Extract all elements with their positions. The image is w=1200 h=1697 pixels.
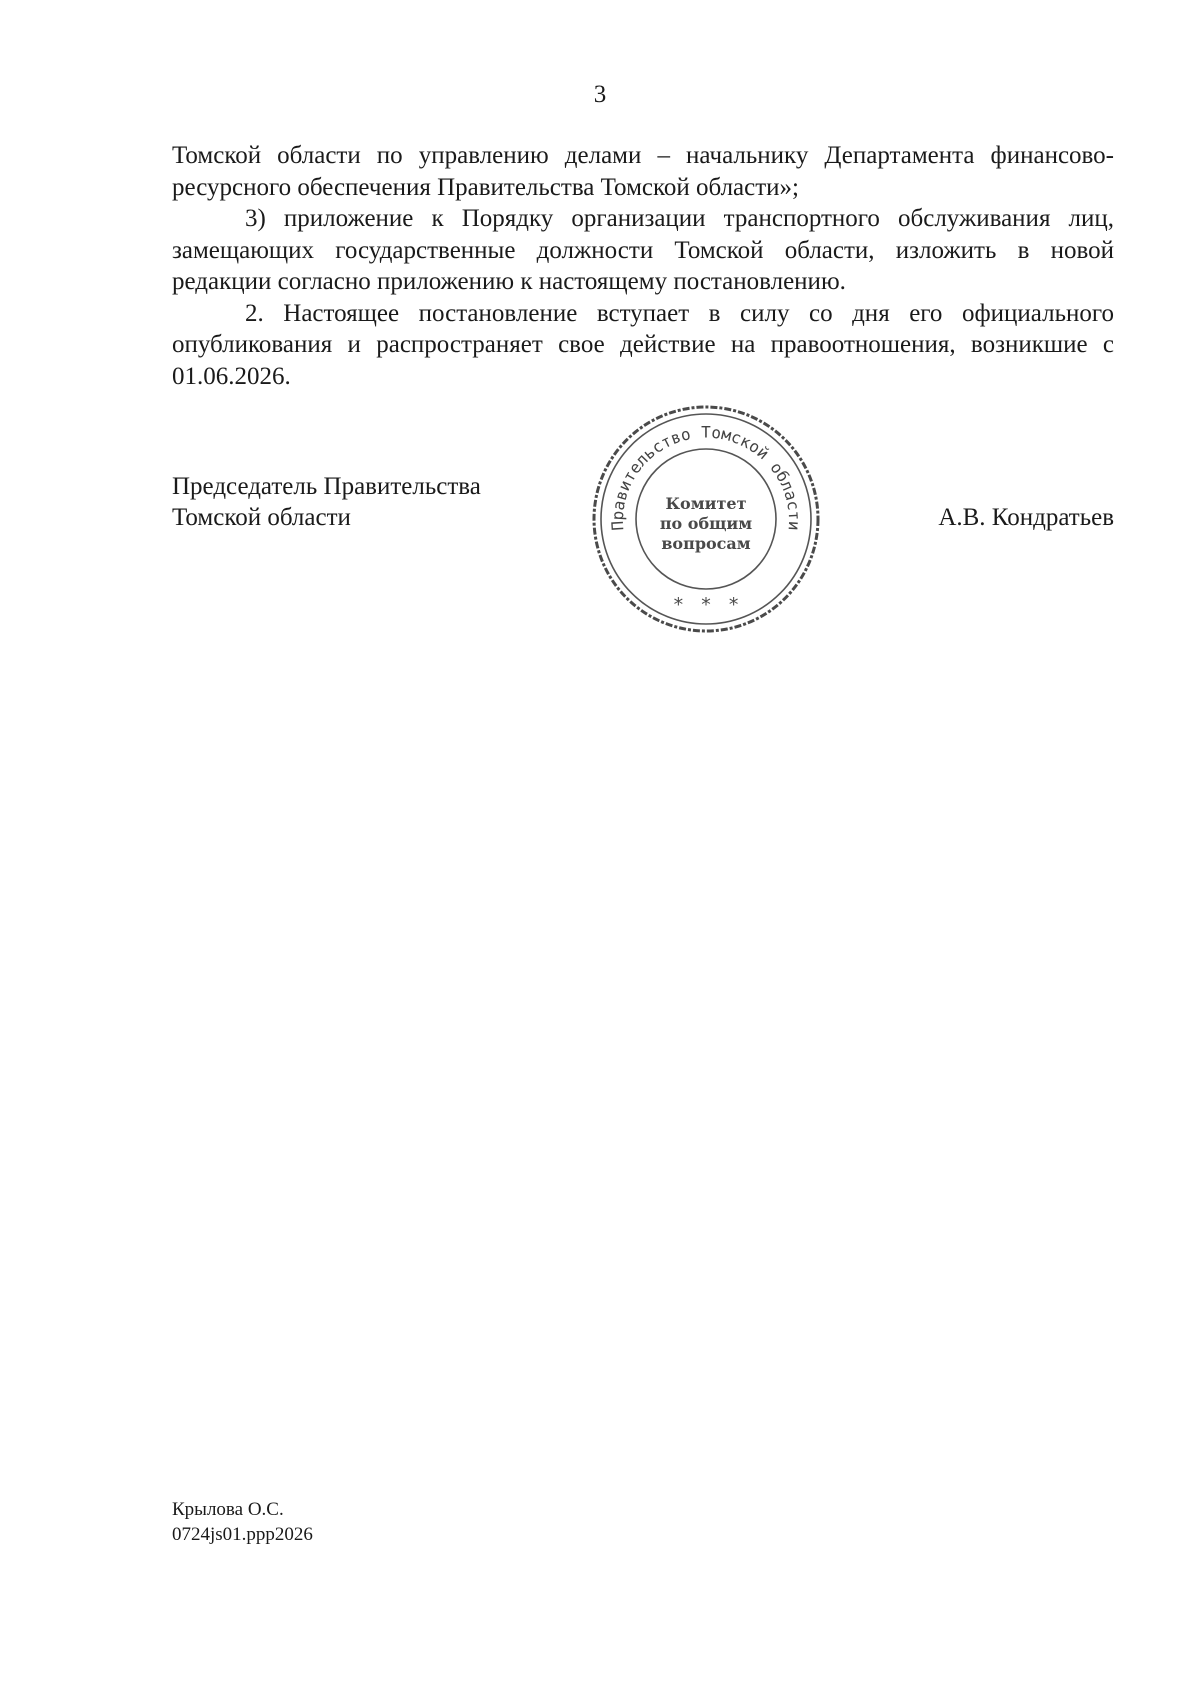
paragraph-item-3: 3) приложение к Порядку организации транспортного обслуживания лиц, замещающих государственные должности Томской области, изложить в новой редакции согласно приложению к настоящему постановлению. (172, 205, 1114, 295)
footer-file-code: 0724js01.ppp2026 (172, 1524, 313, 1545)
paragraph-continuation: Томской области по управлению делами – начальнику Департамента финансово-ресурсного обеспечения Правительства Томской области»; (172, 142, 1114, 201)
stamp-center-line1: Комитет (665, 494, 747, 513)
official-stamp (590, 403, 822, 635)
footer-author: Крылова О.С. (172, 1499, 284, 1520)
stamp-seal-icon (590, 403, 822, 635)
signatory-name: А.В. Кондратьев (938, 504, 1114, 531)
signatory-position-line2: Томской области (172, 504, 351, 531)
document-footer (172, 1497, 313, 1547)
signatory-position-line1: Председатель Правительства (172, 473, 481, 500)
paragraph-item-2-effective-date: 2. Настоящее постановление вступает в силу со дня его официального опубликования и распространяет свое действие на правоотношения, возникшие с 01.06.2026. (172, 299, 1114, 390)
stamp-center-line3: вопросам (661, 534, 751, 553)
body-text (172, 140, 1114, 392)
stamp-center-line2: по общим (659, 514, 753, 533)
stamp-ring-text: Правительство Томской области (607, 422, 805, 532)
stamp-stars: * * * (673, 594, 739, 616)
signatory-position (172, 471, 481, 533)
page-number: 3 (593, 81, 607, 108)
